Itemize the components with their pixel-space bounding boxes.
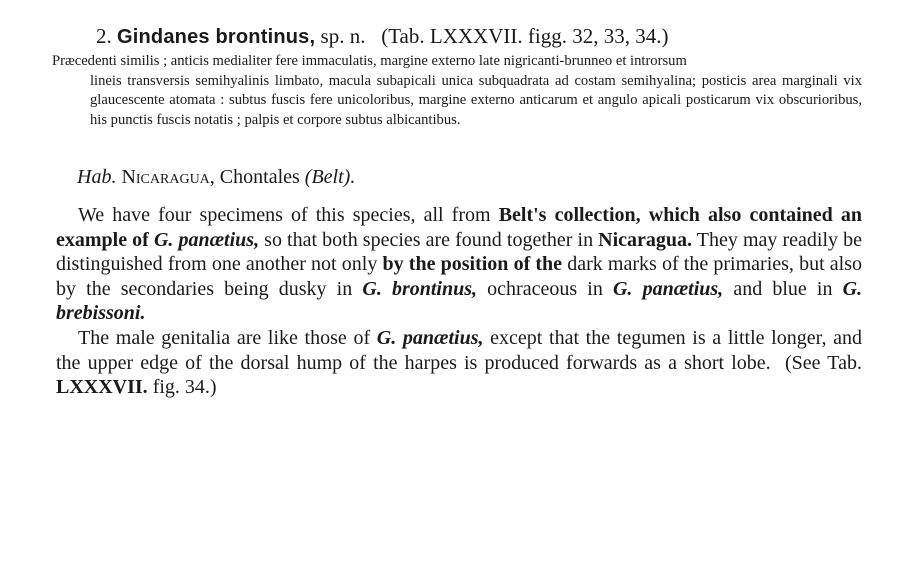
p2-text-4: fig. 34.) bbox=[152, 376, 217, 399]
species-number: 2. bbox=[96, 24, 112, 48]
p2-text-1: The male genitalia are like those of bbox=[78, 326, 371, 349]
species-name: Gindanes brontinus, bbox=[117, 26, 316, 48]
p1-text-1: We have four specimens of this species, all from bbox=[78, 204, 491, 226]
latin-line1-text: Præcedenti similis ; anticis medialiter fere immaculatis, margine externo late nigricanti-brunneo bbox=[52, 53, 613, 69]
p2-species-panaetius: G. panætius, bbox=[376, 326, 484, 349]
habitat-label: Hab. bbox=[77, 166, 117, 188]
latin-line1-end: et introrsum bbox=[615, 53, 687, 69]
p1-species-brontinus: G. brontinus, bbox=[362, 277, 478, 300]
p1-text-2: which also contained an example of bbox=[56, 204, 863, 251]
plate-open: (Tab. bbox=[381, 24, 425, 48]
p1-text-6: dark marks of the primaries, but also by the secondaries being dusky in bbox=[56, 253, 863, 300]
p2-plate: LXXXVII. bbox=[56, 376, 148, 399]
plate-number: LXXXVII. bbox=[429, 24, 523, 48]
habitat-collector: (Belt). bbox=[304, 166, 356, 188]
p1-text-8: and blue in bbox=[733, 277, 833, 300]
species-status: sp. n. bbox=[320, 24, 366, 48]
latin-rest: lineis transversis semihyalinis limbato, macula subapicali unica subquadrata ad costam semihyalina; posticis area marginali vix glaucescente atomata : subtus fuscis fere unicoloribus, margine externo anticarum et angulo apicali posticarum vix obscurioribus, his punctis fuscis notatis ; palpis et corpore subtus albicantibus. bbox=[90, 72, 862, 128]
p1-text-3: so that both species are found together in bbox=[264, 228, 594, 251]
p1-species-brebissoni: G. brebissoni. bbox=[56, 277, 863, 325]
species-heading bbox=[96, 22, 668, 51]
habitat-locality: Chontales bbox=[219, 166, 300, 188]
habitat-country: Nicaragua, bbox=[121, 166, 215, 188]
habitat-line bbox=[77, 164, 355, 190]
p1-text-7: ochraceous in bbox=[487, 277, 603, 300]
p1-species-panaetius-2: G. panætius, bbox=[612, 277, 724, 300]
p1-text-4: They may readily be distinguished from one another not only bbox=[56, 228, 863, 276]
p1-place: Nicaragua. bbox=[598, 228, 693, 251]
latin-first-line bbox=[52, 52, 862, 72]
paragraph-1 bbox=[56, 203, 862, 326]
p2-text-2: except that the tegumen is a little longer, and the upper edge of the dorsal hump of the harpes is produced forwards as a short lobe. bbox=[56, 326, 863, 374]
paragraph-2 bbox=[56, 326, 862, 400]
figure-numbers: figg. 32, 33, 34.) bbox=[527, 24, 669, 48]
p1-text-5: by the position of the bbox=[382, 253, 563, 276]
p1-species-panaetius: G. panætius, bbox=[153, 228, 260, 251]
body-text bbox=[56, 203, 862, 400]
latin-description bbox=[52, 52, 862, 130]
p1-collection: Belt's collection, bbox=[498, 204, 641, 226]
p2-text-3: (See Tab. bbox=[784, 351, 863, 374]
